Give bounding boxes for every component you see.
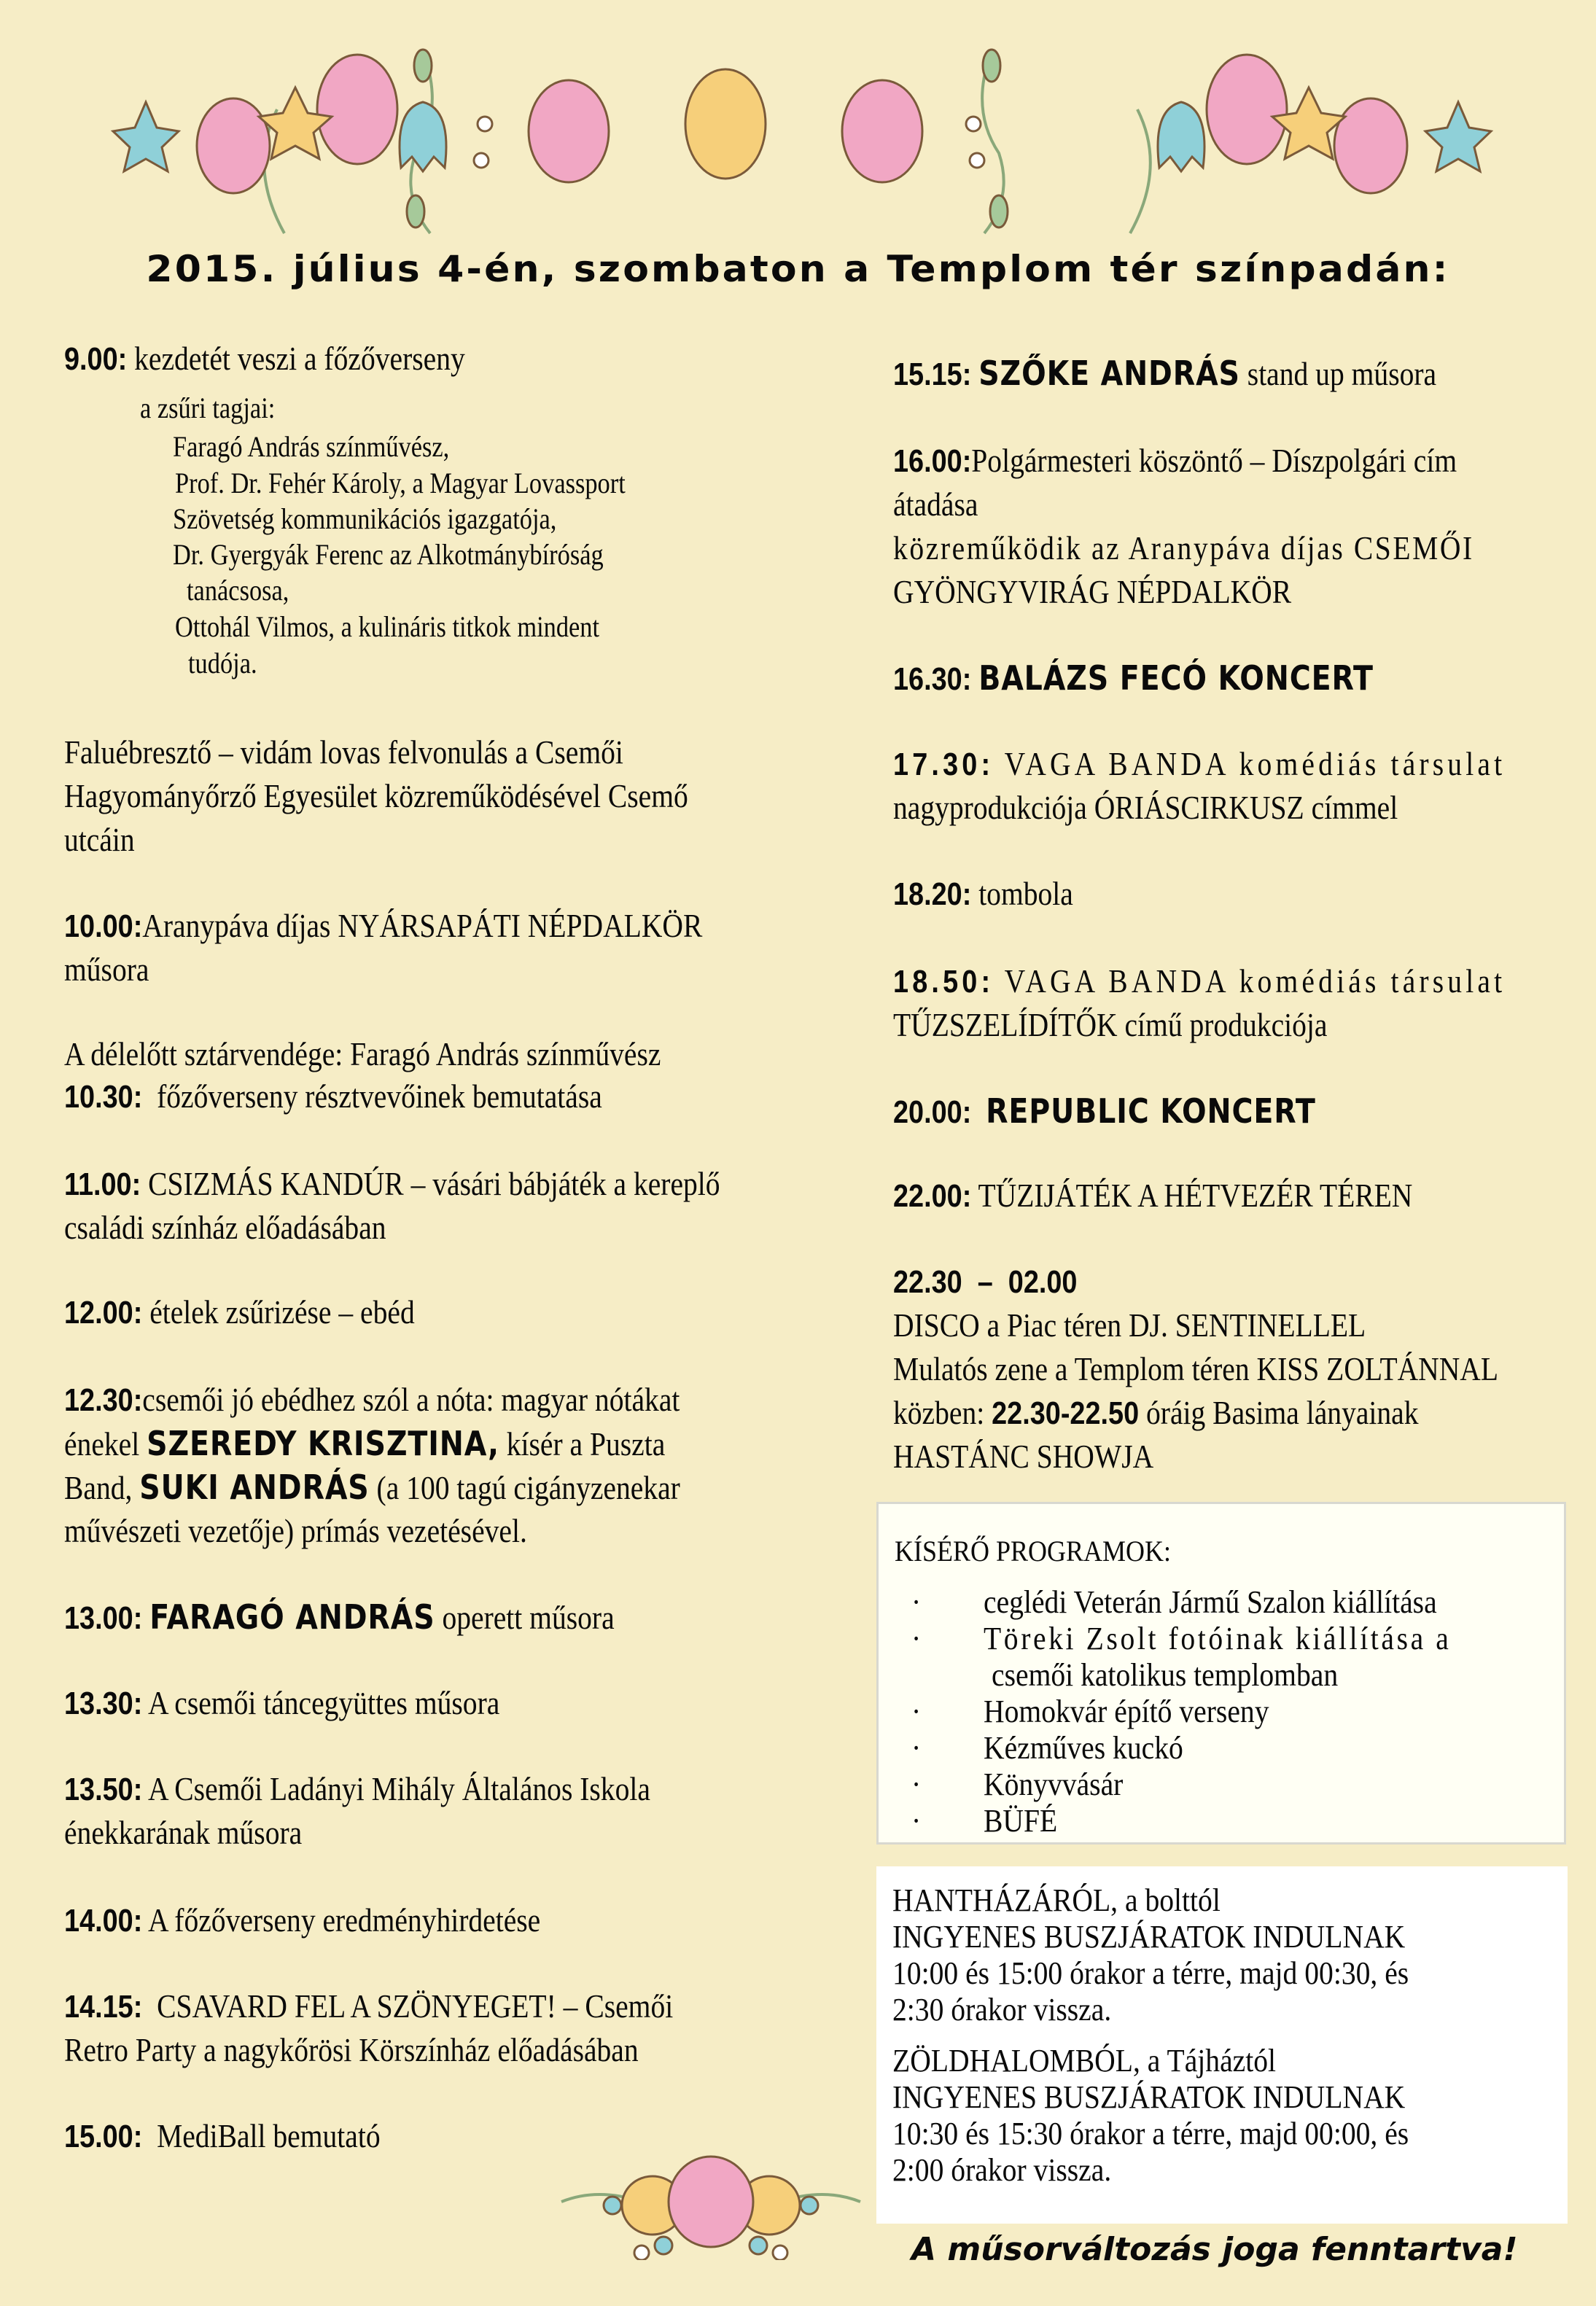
- event-text: TŰZIJÁTÉK A HÉTVEZÉR TÉREN: [978, 1177, 1413, 1214]
- time-label: 9.00:: [64, 341, 128, 377]
- time-range: 22.30 – 02.00: [893, 1264, 1078, 1300]
- event-line: műsora: [64, 951, 149, 988]
- time-label: 10.30:: [64, 1079, 143, 1115]
- time-label: 15.00:: [64, 2119, 143, 2154]
- time-label: 18.50:: [893, 964, 994, 1000]
- jury-member: Faragó András színművész,: [173, 430, 450, 463]
- event-text: (a 100 tagú cigányzenekar: [369, 1469, 680, 1506]
- time-label: 15.15:: [893, 357, 972, 392]
- event-line: DISCO a Piac téren DJ. SENTINELLEL: [893, 1306, 1366, 1344]
- event-line: átadása: [893, 486, 978, 523]
- bus-info-box: [876, 1866, 1568, 2224]
- bullet-icon: ·: [911, 1730, 922, 1766]
- bullet-icon: ·: [911, 1621, 924, 1656]
- bus-route-1-return: 2:30 órakor vissza.: [892, 1992, 1112, 2028]
- time-label: [893, 1260, 1077, 1304]
- bullet-icon: ·: [911, 1803, 922, 1839]
- event-text: kísér a Puszta: [499, 1425, 666, 1462]
- event-line: Faluébresztő – vidám lovas felvonulás a Csemői: [64, 733, 623, 771]
- event-line: VAGA BANDA komédiás társulat: [1004, 745, 1506, 782]
- event-line: CSIZMÁS KANDÚR – vásári bábjáték a kereplő: [148, 1165, 720, 1202]
- jury-member: Szövetség kommunikációs igazgatója,: [173, 502, 557, 535]
- time-label: 16.30:: [893, 661, 972, 697]
- time-label: 12.00:: [64, 1295, 143, 1331]
- list-item-text: Kézműves kuckó: [984, 1730, 1183, 1766]
- schedule-item-1300: [64, 1595, 615, 1640]
- time-label: 13.50:: [64, 1772, 143, 1807]
- event-line: Hagyományőrző Egyesület közreműködésével Csemő: [64, 777, 688, 814]
- floral-garland-icon: [102, 22, 1502, 241]
- event-text: óráig Basima lányainak: [1139, 1394, 1419, 1431]
- schedule-item-1330: [64, 1681, 499, 1726]
- list-item-text: BÜFÉ: [984, 1803, 1058, 1839]
- time-label: 22.30-22.50: [992, 1395, 1140, 1431]
- schedule-item-0900: [64, 337, 465, 381]
- event-line: művészeti vezetője) prímás vezetésével.: [64, 1512, 527, 1549]
- star-guest-line: A délelőtt sztárvendége: Faragó András színművész: [64, 1035, 661, 1072]
- bullet-icon: ·: [911, 1766, 922, 1802]
- event-line: Retro Party a nagykőrösi Körszínház előadásában: [64, 2031, 639, 2068]
- performer-name: SZŐKE ANDRÁS: [978, 354, 1240, 393]
- performer-name: FARAGÓ ANDRÁS: [149, 1597, 435, 1637]
- page-title: 2015. július 4-én, szombaton a Templom tér színpadán:: [146, 248, 1450, 290]
- time-label: 14.15:: [64, 1989, 143, 2025]
- time-label: 14.00:: [64, 1903, 143, 1939]
- bus-route-2-title: INGYENES BUSZJÁRATOK INDULNAK: [892, 2079, 1406, 2115]
- event-text: operett műsora: [435, 1599, 615, 1636]
- time-label: 11.00:: [64, 1166, 141, 1202]
- time-label: 13.00:: [64, 1600, 143, 1636]
- event-text: tombola: [978, 875, 1073, 912]
- event-text: főzőverseny résztvevőinek bemutatása: [157, 1078, 602, 1115]
- event-text: A csemői táncegyüttes műsora: [148, 1684, 500, 1721]
- side-programs-box: [876, 1502, 1566, 1845]
- bus-route-1-origin: HANTHÁZÁRÓL, a bolttól: [892, 1882, 1221, 1918]
- event-line: énekkarának műsora: [64, 1814, 303, 1851]
- footer-disclaimer: A műsorváltozás joga fenntartva!: [911, 2231, 1518, 2268]
- bus-route-2-times: 10:30 és 15:30 órakor a térre, majd 00:00, és: [892, 2116, 1409, 2151]
- event-text: közben:: [893, 1394, 992, 1431]
- list-item-text: ceglédi Veterán Jármű Szalon kiállítása: [984, 1584, 1437, 1620]
- event-text: A főzőverseny eredményhirdetése: [148, 1901, 541, 1939]
- event-text: Band,: [64, 1469, 140, 1506]
- floral-bouquet-icon: [554, 2151, 868, 2260]
- event-line: közreműködik az Aranypáva díjas CSEMŐI: [893, 529, 1474, 566]
- event-text: stand up műsora: [1239, 355, 1437, 392]
- list-item: [911, 1694, 1269, 1730]
- event-line: VAGA BANDA komédiás társulat: [1004, 962, 1506, 1000]
- time-label: 10.00:: [64, 908, 143, 944]
- time-label: 16.00:: [893, 443, 972, 479]
- jury-member: Prof. Dr. Fehér Károly, a Magyar Lovassport: [175, 467, 626, 499]
- performer-name: BALÁZS FECÓ KONCERT: [978, 658, 1374, 698]
- schedule-item-1500: [64, 2114, 381, 2159]
- performer-name: SUKI ANDRÁS: [139, 1468, 370, 1507]
- side-programs-heading: KÍSÉRŐ PROGRAMOK:: [895, 1535, 1172, 1567]
- event-line: nagyprodukciója ÓRIÁSCIRKUSZ címmel: [893, 789, 1398, 826]
- schedule-item-1820: [893, 872, 1073, 916]
- event-line: utcáin: [64, 821, 135, 858]
- jury-member: Dr. Gyergyák Ferenc az Alkotmánybíróság: [173, 538, 604, 571]
- time-label: 18.20:: [893, 876, 972, 912]
- performer-name: SZEREDY KRISZTINA,: [147, 1424, 499, 1463]
- schedule-item-2200: [893, 1174, 1412, 1218]
- schedule-item-1630: [893, 656, 1374, 701]
- bus-route-2-return: 2:00 órakor vissza.: [892, 2152, 1112, 2188]
- bullet-icon: ·: [911, 1584, 922, 1620]
- event-line: GYÖNGYVIRÁG NÉPDALKÖR: [893, 573, 1292, 610]
- event-text: kezdetét veszi a főzőverseny: [134, 340, 465, 377]
- schedule-item-2000: [893, 1089, 1316, 1134]
- list-item-continuation: csemői katolikus templomban: [992, 1657, 1339, 1693]
- list-item-text: Könyvvásár: [984, 1766, 1124, 1802]
- event-text: ételek zsűrizése – ebéd: [149, 1293, 415, 1331]
- schedule-item-1515: [893, 351, 1436, 397]
- event-line: TŰZSZELÍDÍTŐK című produkciója: [893, 1006, 1328, 1043]
- list-item: [911, 1730, 1183, 1766]
- event-line: A Csemői Ladányi Mihály Általános Iskola: [148, 1770, 650, 1807]
- bullet-icon: ·: [911, 1694, 922, 1729]
- list-item: [911, 1621, 1451, 1657]
- event-line: Aranypáva díjas NYÁRSAPÁTI NÉPDALKÖR: [142, 907, 703, 944]
- schedule-item-1030: [64, 1075, 602, 1119]
- event-text: MediBall bemutató: [157, 2117, 381, 2154]
- bus-route-1-times: 10:00 és 15:00 órakor a térre, majd 00:30, és: [892, 1955, 1409, 1991]
- bus-route-1-title: INGYENES BUSZJÁRATOK INDULNAK: [892, 1919, 1406, 1955]
- schedule-item-1400: [64, 1898, 540, 1943]
- event-line: csemői jó ebédhez szól a nóta: magyar nótákat: [142, 1381, 680, 1418]
- time-label: 13.30:: [64, 1686, 143, 1721]
- event-line: HASTÁNC SHOWJA: [893, 1438, 1154, 1475]
- event-line: Polgármesteri köszöntő – Díszpolgári cím: [971, 442, 1457, 479]
- time-label: 22.00:: [893, 1178, 972, 1214]
- event-line: Mulatós zene a Templom téren KISS ZOLTÁNNAL: [893, 1350, 1499, 1387]
- bus-route-2-origin: ZÖLDHALOMBÓL, a Tájháztól: [892, 2043, 1277, 2079]
- event-line: CSAVARD FEL A SZÖNYEGET! – Csemői: [157, 1987, 674, 2025]
- list-item: [911, 1803, 1057, 1839]
- time-label: 20.00:: [893, 1094, 972, 1130]
- jury-member: tudója.: [188, 647, 257, 679]
- list-item: [911, 1766, 1123, 1803]
- performer-name: REPUBLIC KONCERT: [986, 1091, 1316, 1131]
- event-text: énekel: [64, 1425, 147, 1462]
- list-item-text: Töreki Zsolt fotóinak kiállítása a: [984, 1621, 1452, 1656]
- jury-label: a zsűri tagjai:: [140, 392, 276, 424]
- time-label: 12.30:: [64, 1382, 143, 1418]
- jury-member: tanácsosa,: [187, 574, 289, 607]
- time-label: 17.30:: [893, 747, 994, 782]
- jury-member: Ottohál Vilmos, a kulináris titkok mindent: [175, 610, 600, 643]
- list-item-text: Homokvár építő verseny: [984, 1694, 1269, 1729]
- list-item: [911, 1584, 1437, 1621]
- event-line: családi színház előadásában: [64, 1209, 386, 1246]
- schedule-item-1200: [64, 1290, 415, 1335]
